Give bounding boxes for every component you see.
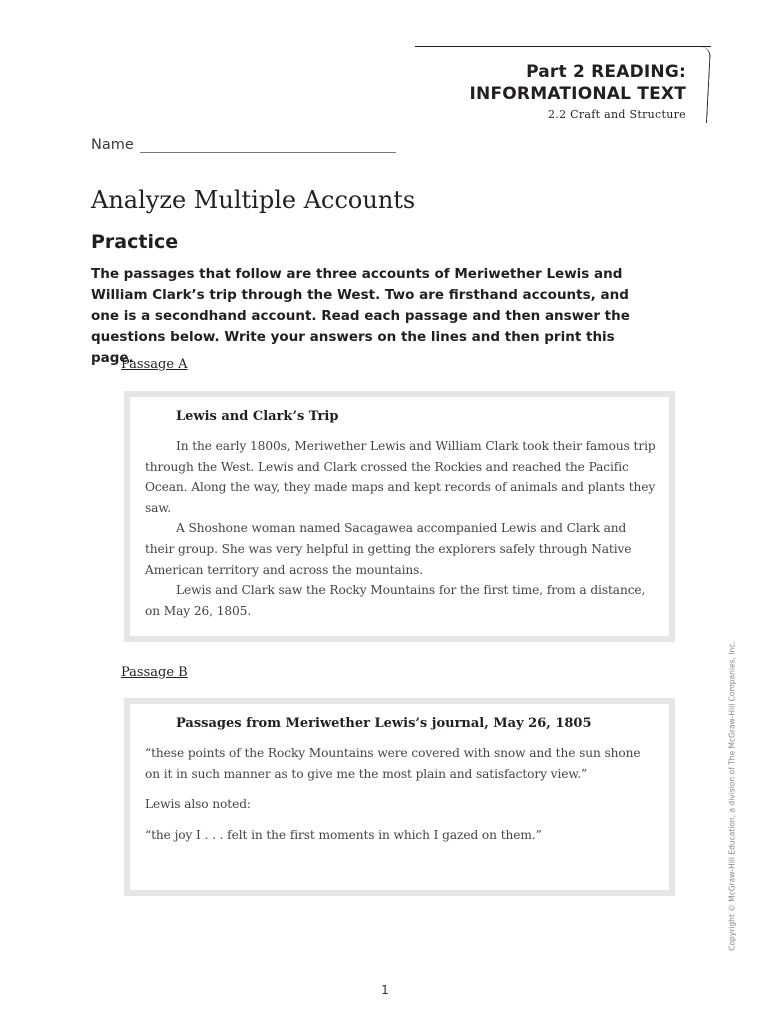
page-number: 1 [381,983,389,997]
passage-a-paragraph: A Shoshone woman named Sacagawea accompanied Lewis and Clark and their group. She was very helpful in getting the explorers safely through Native American territory and across the mountains. [145,521,632,577]
passage-a-paragraph: In the early 1800s, Meriwether Lewis and William Clark took their famous trip through the West. Lewis and Clark crossed the Rockies and reached the Pacific Ocean. Along the way, they made maps and kept records of animals and plants they saw. [145,439,656,515]
passage-b-quote: “the joy I . . . felt in the first moments in which I gazed on them.” [145,827,542,842]
part-title [470,61,686,105]
passage-a-label: Passage A [121,357,188,372]
part-title-line-2: INFORMATIONAL TEXT [469,84,686,104]
name-label: Name [91,137,134,153]
passage-b-title: Passages from Meriwether Lewis’s journal, May 26, 1805 [176,716,592,731]
passage-a-title: Lewis and Clark’s Trip [176,409,339,424]
passage-b-quote: “these points of the Rocky Mountains were covered with snow and the sun shone on it in such manner as to give me the most plain and satisfactory view.” [145,746,641,781]
section-label: 2.2 Craft and Structure [547,108,686,121]
page-title: Analyze Multiple Accounts [91,186,416,214]
passage-a-box [124,391,675,642]
passage-b-box [124,698,675,896]
intro-paragraph: The passages that follow are three accounts of Meriwether Lewis and William Clark’s trip through the West. Two are firsthand accounts, and one is a secondhand account. Read each passage and then answer the questions below. Write your answers on the lines and then print this page. [91,266,630,366]
passage-b-note: Lewis also noted: [145,797,251,812]
passage-b-label: Passage B [121,665,188,680]
copyright-notice: Copyright © McGraw-Hill Education, a division of The McGraw-Hill Companies, Inc. [727,641,737,951]
section-subtitle: Practice [91,231,179,253]
name-row [91,136,396,153]
name-field-line[interactable] [140,136,396,153]
passage-a-paragraph: Lewis and Clark saw the Rocky Mountains for the first time, from a distance, on May 26, 1805. [145,583,646,618]
part-title-line-1: Part 2 READING: [526,62,686,82]
